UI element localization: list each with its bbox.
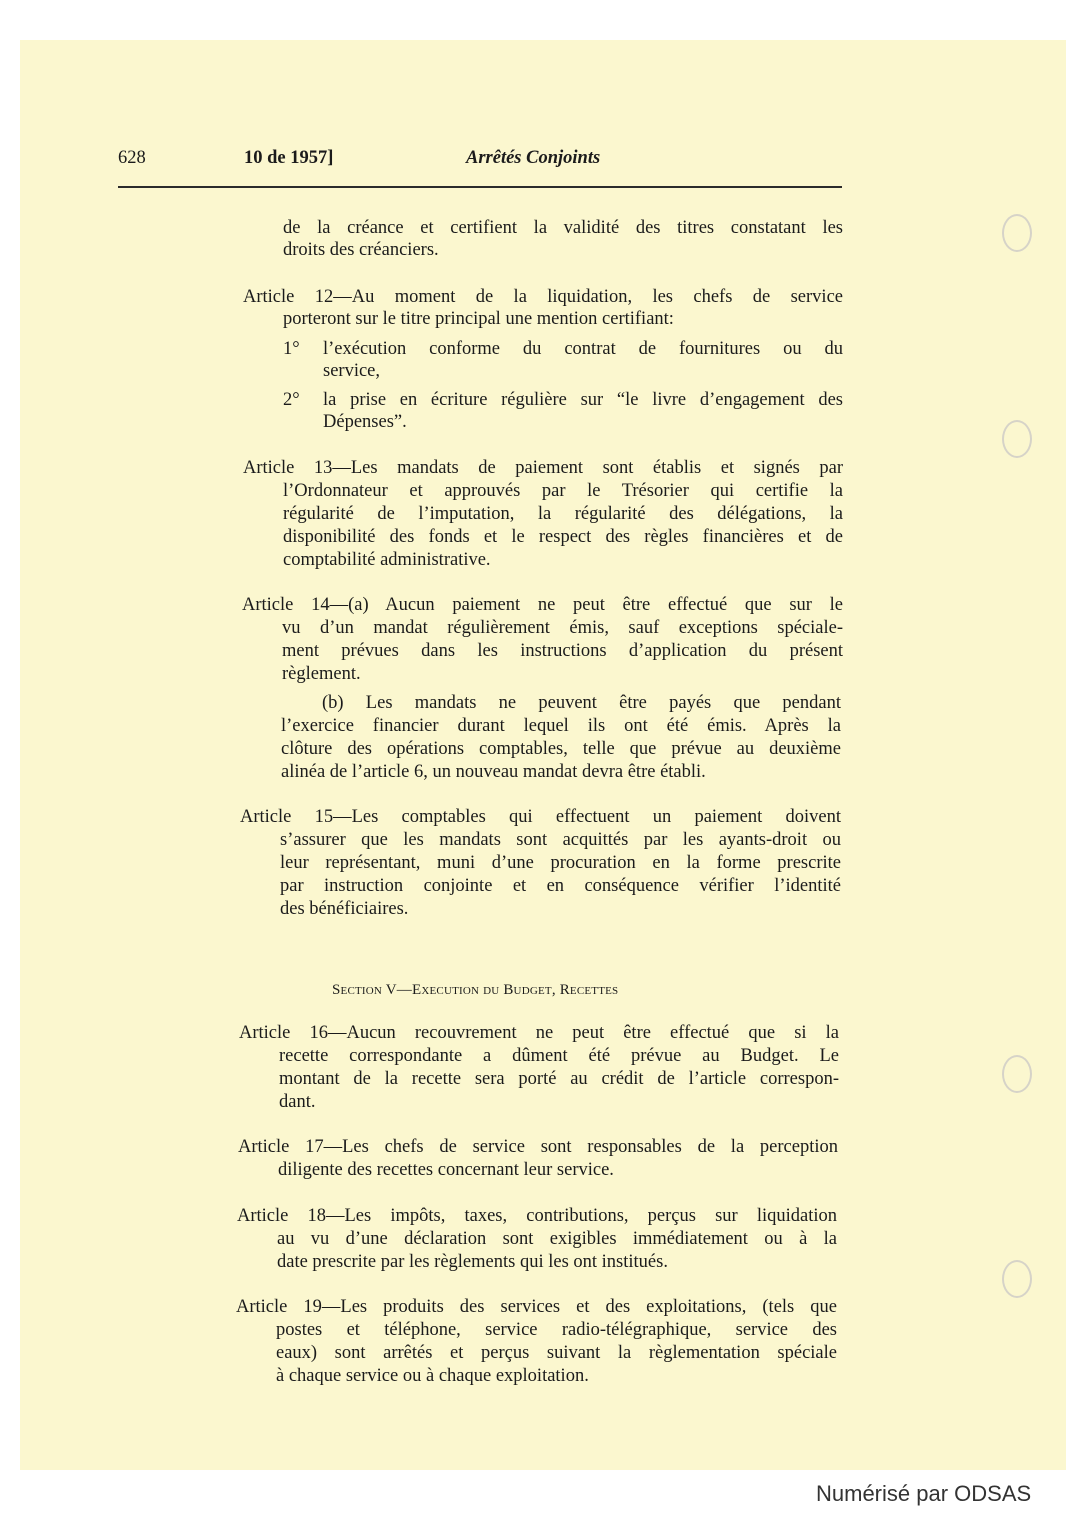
list-item: service,: [323, 361, 381, 381]
text-line: des bénéficiaires.: [280, 899, 409, 919]
article-15-heading: Article 15—Les comptables qui effectuent un paiement doivent: [240, 807, 841, 827]
text-line: comptabilité administrative.: [283, 550, 491, 570]
text-line: au vu d’une déclaration sont exigibles immédiatement ou à la: [277, 1229, 837, 1249]
article-16-heading: Article 16—Aucun recouvrement ne peut être effectué que si la: [239, 1023, 839, 1043]
punch-hole-2: [1002, 420, 1032, 458]
article-19-heading: Article 19—Les produits des services et des exploitations, (tels que: [236, 1297, 837, 1317]
text-line: régularité de l’imputation, la régularité des délégations, la: [283, 504, 843, 524]
text-line: par instruction conjointe et en conséquence vérifier l’identité: [280, 876, 841, 896]
article-12-heading: Article 12—Au moment de la liquidation, les chefs de service: [243, 287, 843, 307]
list-item: Dépenses”.: [323, 412, 407, 432]
page-number: 628: [118, 148, 146, 168]
text-line: s’assurer que les mandats sont acquittés par les ayants-droit ou: [280, 830, 841, 850]
article-13-heading: Article 13—Les mandats de paiement sont établis et signés par: [243, 458, 843, 478]
article-18-heading: Article 18—Les impôts, taxes, contributions, perçus sur liquidation: [237, 1206, 837, 1226]
list-item: l’exécution conforme du contrat de fournitures ou du: [323, 339, 843, 359]
text-line: dant.: [279, 1092, 316, 1112]
text-line: règlement.: [282, 664, 361, 684]
running-head-title: Arrêtés Conjoints: [466, 148, 601, 168]
punch-hole-1: [1002, 214, 1032, 252]
text-line: ment prévues dans les instructions d’application du présent: [282, 641, 843, 661]
article-17-heading: Article 17—Les chefs de service sont responsables de la perception: [238, 1137, 838, 1157]
list-number: 2°: [283, 390, 300, 410]
text-line: postes et téléphone, service radio-télégraphique, service des: [276, 1320, 837, 1340]
header-rule: [118, 186, 842, 188]
text-line: montant de la recette sera porté au crédit de l’article correspon-: [279, 1069, 839, 1089]
list-number: 1°: [283, 339, 300, 359]
text-line: recette correspondante a dûment été prévue au Budget. Le: [279, 1046, 839, 1066]
punch-hole-3: [1002, 1055, 1032, 1093]
punch-hole-4: [1002, 1260, 1032, 1298]
text-line: leur représentant, muni d’une procuration en la forme prescrite: [280, 853, 841, 873]
text-line: droits des créanciers.: [283, 240, 439, 260]
text-line: de la créance et certifient la validité des titres constatant les: [283, 218, 843, 238]
text-line: date prescrite par les règlements qui les ont institués.: [277, 1252, 668, 1272]
running-head-year: 10 de 1957]: [244, 148, 334, 168]
section-heading: Section V—Execution du Budget, Recettes: [332, 982, 619, 998]
text-line: diligente des recettes concernant leur service.: [278, 1160, 614, 1180]
text-line: à chaque service ou à chaque exploitation.: [276, 1366, 589, 1386]
text-line: vu d’un mandat régulièrement émis, sauf exceptions spéciale-: [282, 618, 843, 638]
article-14-heading: Article 14—(a) Aucun paiement ne peut être effectué que sur le: [242, 595, 843, 615]
text-line: alinéa de l’article 6, un nouveau mandat devra être établi.: [281, 762, 706, 782]
text-line: disponibilité des fonds et le respect des règles financières et de: [283, 527, 843, 547]
digitization-credit: Numérisé par ODSAS: [816, 1481, 1032, 1506]
text-line: eaux) sont arrêtés et perçus suivant la règlementation spéciale: [276, 1343, 837, 1363]
text-line: l’exercice financier durant lequel ils ont été émis. Après la: [281, 716, 841, 736]
text-line: l’Ordonnateur et approuvés par le Trésorier qui certifie la: [283, 481, 843, 501]
text-line: porteront sur le titre principal une mention certifiant:: [283, 309, 674, 329]
text-line: clôture des opérations comptables, telle que prévue au deuxième: [281, 739, 841, 759]
list-item: la prise en écriture régulière sur “le livre d’engagement des: [323, 390, 843, 410]
text-line: (b) Les mandats ne peuvent être payés que pendant: [322, 693, 841, 713]
